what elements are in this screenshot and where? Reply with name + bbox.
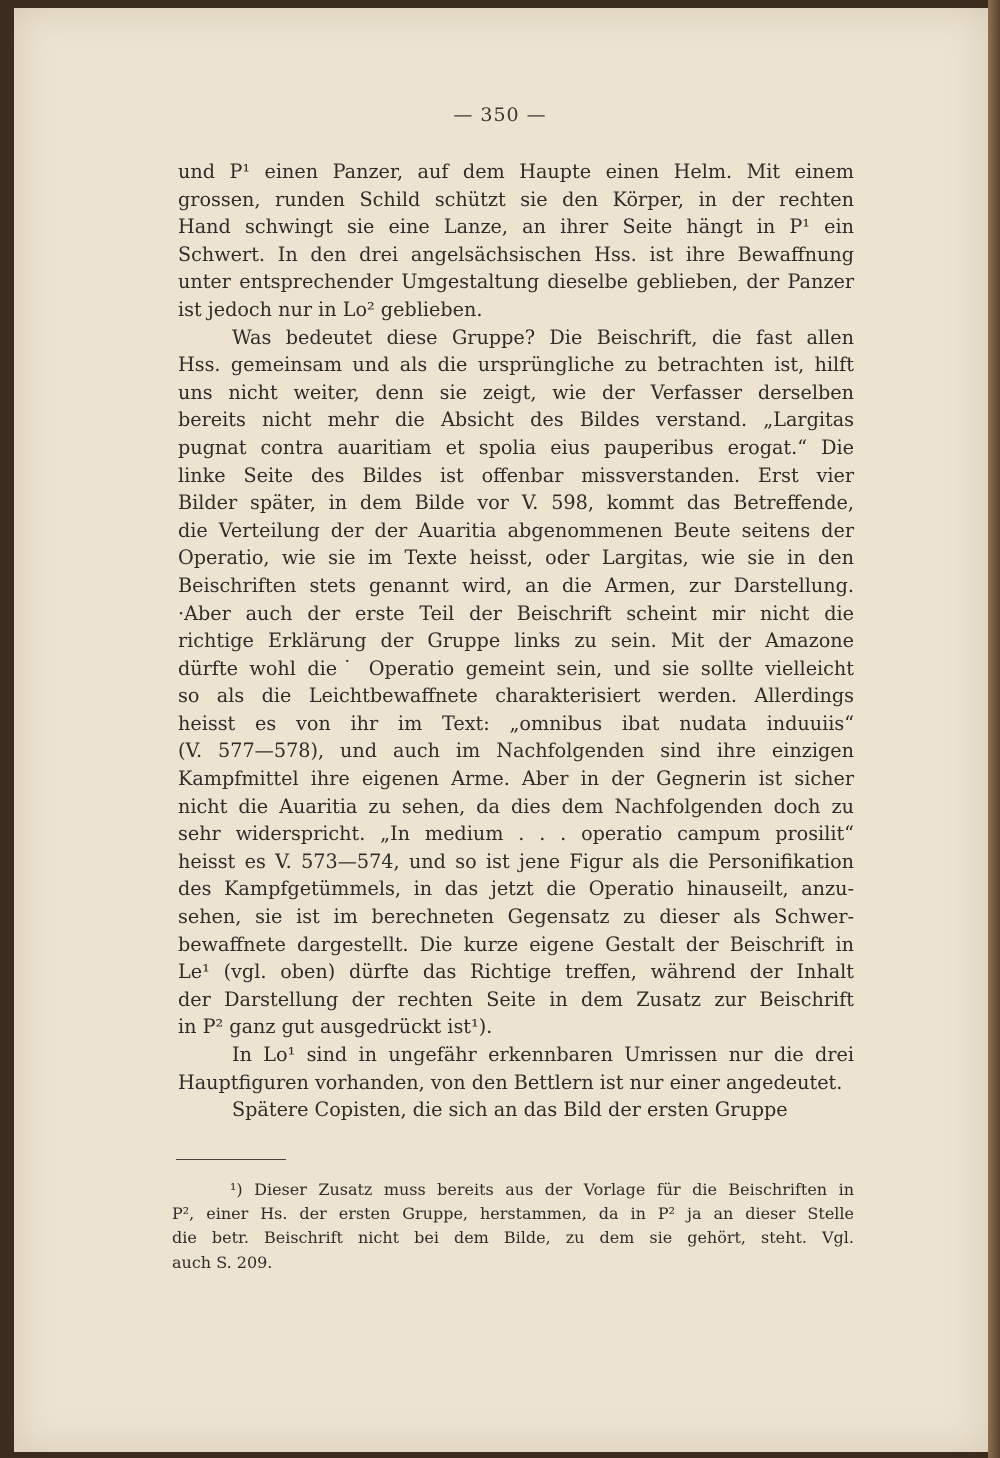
text-line: In Lo¹ sind in ungefähr erkennbaren Umrissen nur die drei [232, 1043, 854, 1066]
body-text [178, 158, 854, 1124]
paragraph [178, 1041, 854, 1096]
paragraph [178, 1096, 854, 1124]
text-line: Kampfmittel ihre eigenen Arme. Aber in der Gegnerin ist sicher [178, 767, 854, 791]
text-line: unter entsprechender Umgestaltung dieselbe geblieben, der Panzer [178, 270, 854, 294]
book-edge [988, 0, 1000, 1458]
text-line: Le¹ (vgl. oben) dürfte das Richtige treffen, während der Inhalt [178, 960, 854, 984]
footnote-line: P², einer Hs. der ersten Gruppe, herstammen, da in P² ja an dieser Stelle [172, 1204, 854, 1224]
text-line: heisst es von ihr im Text: „omnibus ibat nudata induuiis“ [178, 711, 854, 735]
text-line: in P² ganz gut ausgedrückt ist¹). [178, 1015, 493, 1039]
text-line: Hand schwingt sie eine Lanze, an ihrer Seite hängt in P¹ ein [178, 215, 854, 239]
text-line: Spätere Copisten, die sich an das Bild der ersten Gruppe [232, 1098, 788, 1122]
text-line: pugnat contra auaritiam et spolia eius pauperibus erogat.“ Die [178, 435, 854, 459]
paragraph [178, 158, 854, 324]
footnote-line: ¹) Dieser Zusatz muss bereits aus der Vorlage für die Beischriften in [230, 1180, 854, 1199]
text-line: richtige Erklärung der Gruppe links zu sein. Mit der Amazone [178, 629, 854, 653]
text-line: Hss. gemeinsam und als die ursprüngliche zu betrachten ist, hilft [178, 353, 854, 377]
text-line: Bilder später, in dem Bilde vor V. 598, kommt das Betreffende, [178, 491, 854, 515]
text-line: und P¹ einen Panzer, auf dem Haupte einen Helm. Mit einem [178, 160, 854, 183]
footnote [172, 1178, 854, 1275]
page-number: — 350 — [453, 104, 547, 126]
text-line: ·Aber auch der erste Teil der Beischrift scheint mir nicht die [178, 601, 854, 625]
paragraph [178, 324, 854, 1041]
footnote-line: auch S. 209. [172, 1252, 273, 1272]
text-line: (V. 577—578), und auch im Nachfolgenden sind ihre einzigen [178, 739, 854, 763]
text-line: sehr widerspricht. „In medium . . . operatio campum prosilit“ [178, 822, 854, 846]
text-line: Was bedeutet diese Gruppe? Die Beischrift, die fast allen [232, 325, 854, 349]
text-line: heisst es V. 573—574, und so ist jene Figur als die Personifikation [178, 849, 854, 873]
text-line: bewaffnete dargestellt. Die kurze eigene Gestalt der Beischrift in [178, 932, 854, 956]
text-line: linke Seite des Bildes ist offenbar missverstanden. Erst vier [178, 463, 854, 487]
text-line: bereits nicht mehr die Absicht des Bildes verstand. „Largitas [178, 408, 854, 432]
text-line: die Verteilung der der Auaritia abgenommenen Beute seitens der [178, 518, 854, 542]
text-line: sehen, sie ist im berechneten Gegensatz zu dieser als Schwer- [178, 905, 854, 929]
footnote-line: die betr. Beischrift nicht bei dem Bilde, zu dem sie gehört, steht. Vgl. [172, 1228, 854, 1248]
text-line: dürfte wohl die˙ Operatio gemeint sein, und sie sollte vielleicht [178, 656, 854, 680]
text-line: des Kampfgetümmels, in das jetzt die Operatio hinauseilt, anzu- [178, 877, 854, 901]
text-line: ist jedoch nur in Lo² geblieben. [178, 297, 483, 321]
text-line: Operatio, wie sie im Texte heisst, oder Largitas, wie sie in den [178, 546, 854, 570]
text-line: grossen, runden Schild schützt sie den Körper, in der rechten [178, 187, 854, 211]
text-line: der Darstellung der rechten Seite in dem Zusatz zur Beischrift [178, 987, 854, 1011]
text-line: uns nicht weiter, denn sie zeigt, wie der Verfasser derselben [178, 380, 854, 404]
text-line: nicht die Auaritia zu sehen, da dies dem Nachfolgenden doch zu [178, 794, 854, 818]
text-line: Hauptfiguren vorhanden, von den Bettlern ist nur einer angedeutet. [178, 1070, 843, 1094]
footnote-divider [176, 1159, 286, 1160]
text-line: so als die Leichtbewaffnete charakterisiert werden. Allerdings [178, 684, 854, 708]
text-line: Schwert. In den drei angelsächsischen Hss. ist ihre Bewaffnung [178, 242, 854, 266]
text-line: Beischriften stets genannt wird, an die Armen, zur Darstellung. [178, 573, 854, 597]
